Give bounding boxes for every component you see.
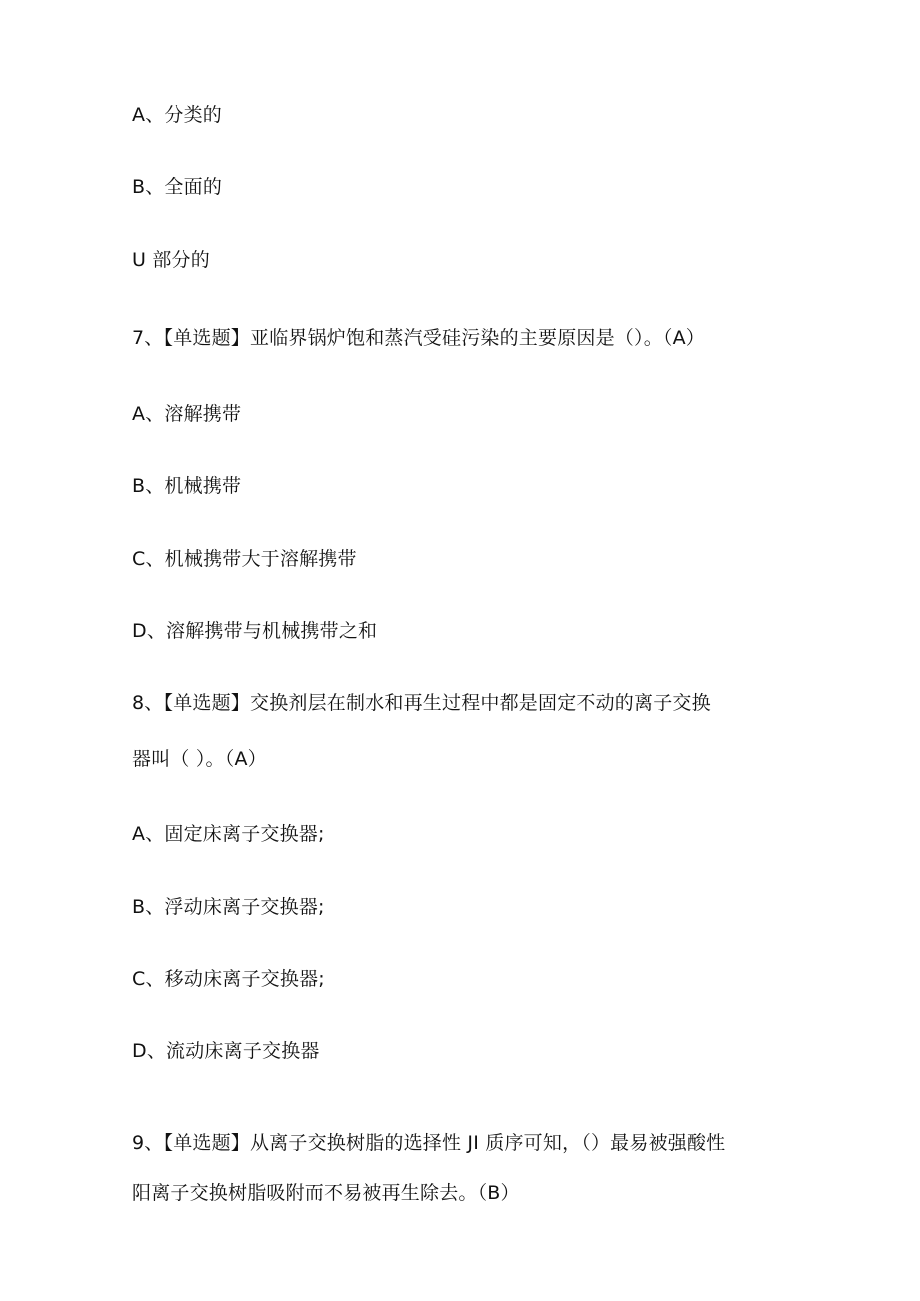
q7-question: 7、【单选题】亚临界锅炉饱和蒸汽受硅污染的主要原因是（）。（A） [132, 327, 705, 349]
q7-option-c: C、机械携带大于溶解携带 [132, 548, 357, 570]
q9-question-line-2: 阳离子交换树脂吸附而不易被再生除去。（B） [132, 1182, 520, 1204]
q7-option-d: D、溶解携带与机械携带之和 [132, 620, 378, 642]
q8-question-line-2: 器叫（ ）。（A） [132, 748, 267, 770]
q6-option-a: A、分类的 [132, 104, 222, 126]
q6-option-c: U 部分的 [132, 249, 210, 271]
q8-option-d: D、流动床离子交换器 [132, 1040, 320, 1062]
q7-option-a: A、溶解携带 [132, 403, 242, 425]
q8-question-line-1: 8、【单选题】交换剂层在制水和再生过程中都是固定不动的离子交换 [132, 692, 711, 714]
q8-option-a: A、固定床离子交换器; [132, 823, 325, 845]
q8-option-c: C、移动床离子交换器; [132, 968, 325, 990]
q8-option-b: B、浮动床离子交换器; [132, 896, 325, 918]
q9-question-line-1: 9、【单选题】从离子交换树脂的选择性 JI 质序可知，（）最易被强酸性 [132, 1132, 726, 1154]
q7-option-b: B、机械携带 [132, 475, 242, 497]
q6-option-b: B、全面的 [132, 176, 223, 198]
